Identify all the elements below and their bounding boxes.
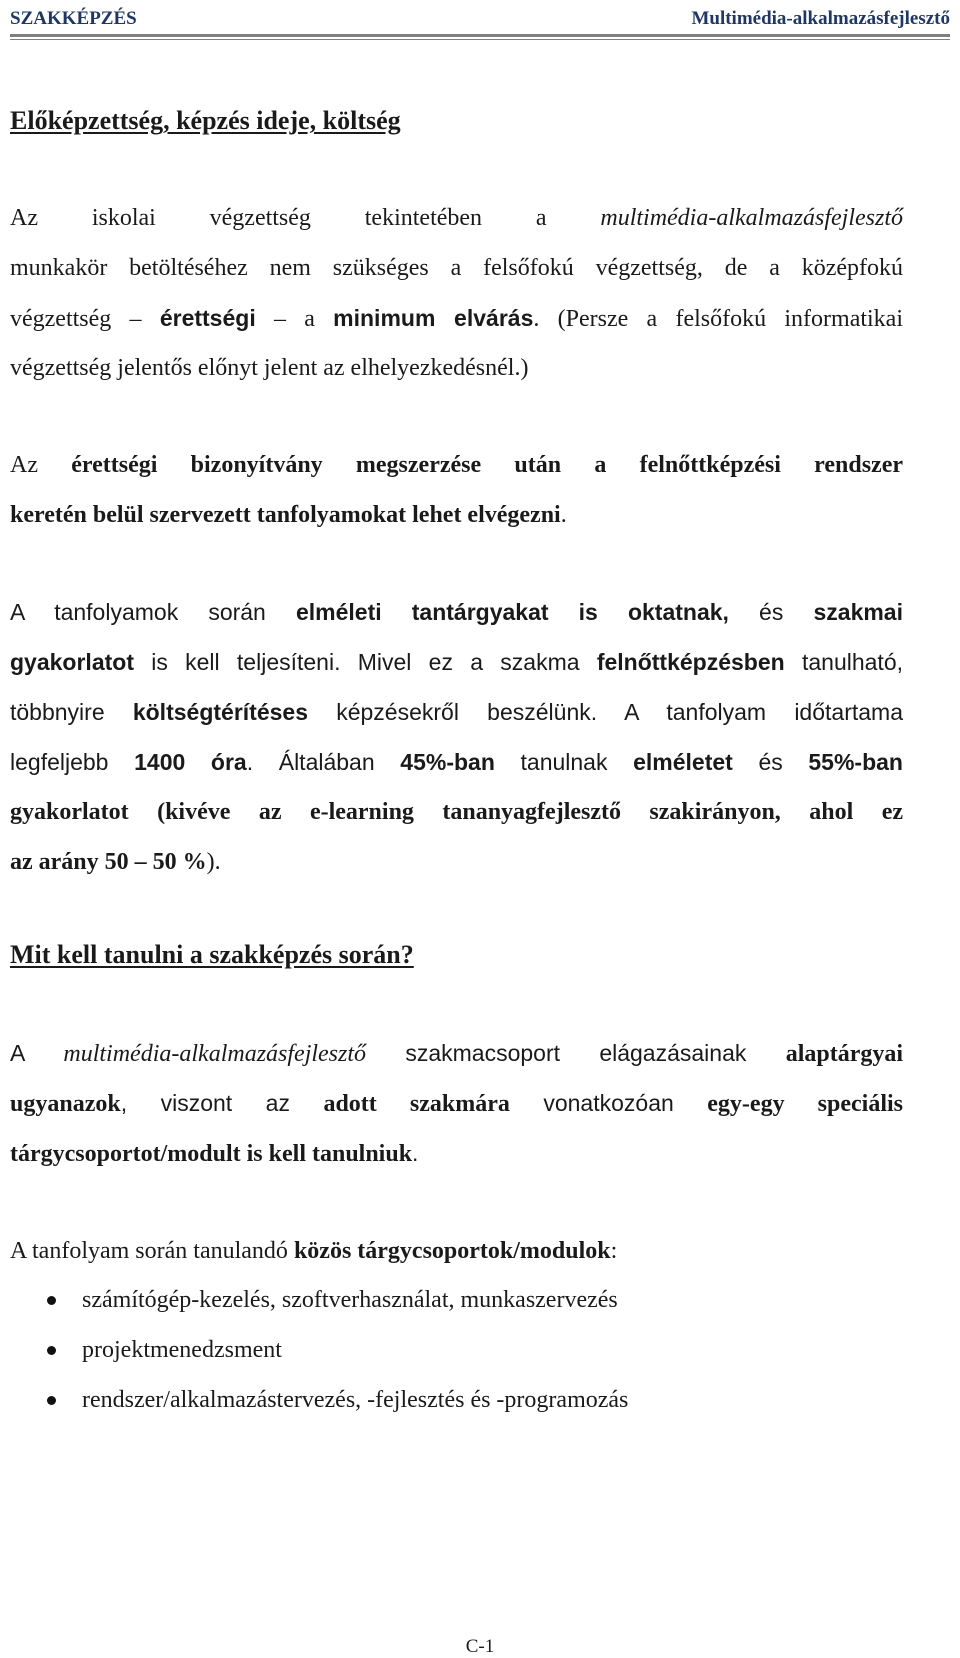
paragraph-line: keretén belül szervezett tanfolyamokat lehet elvégezni. — [10, 502, 567, 528]
bullet-icon — [47, 1346, 56, 1355]
page-number: C-1 — [465, 1636, 495, 1657]
paragraph-common-modules — [10, 1226, 903, 1276]
module-list — [0, 1275, 930, 1425]
header-rule — [10, 34, 950, 40]
paragraph-line: legfeljebb 1400 óra. Általában 45%-ban tanulnak elméletet és 55%-ban — [10, 749, 903, 775]
paragraph-line: A tanfolyamok során elméleti tantárgyakat is oktatnak, és szakmai — [10, 599, 903, 625]
paragraph-line: többnyire költségtérítéses képzésekről beszélünk. A tanfolyam időtartama — [10, 699, 903, 725]
list-item: számítógép-kezelés, szoftverhasználat, munkaszervezés — [0, 1275, 930, 1325]
paragraph-line: munkakör betöltéséhez nem szükséges a felsőfokú végzettség, de a középfokú — [10, 255, 903, 281]
header-left: SZAKKÉPZÉS — [10, 8, 137, 29]
paragraph-core-subjects — [10, 1028, 903, 1178]
paragraph-line: A tanfolyam során tanulandó közös tárgycsoportok/modulok: — [10, 1238, 618, 1264]
paragraph-line: az arány 50 – 50 %). — [10, 849, 221, 875]
list-item: projektmenedzsment — [0, 1325, 930, 1375]
page-header — [10, 0, 950, 30]
paragraph-line: ugyanazok, viszont az adott szakmára vonatkozóan egy-egy speciális — [10, 1090, 903, 1117]
header-right: Multimédia-alkalmazásfejlesztő — [691, 8, 950, 29]
paragraph-adult-education — [10, 440, 903, 540]
paragraph-line: A multimédia-alkalmazásfejlesztő szakmacsoport elágazásainak alaptárgyai — [10, 1040, 904, 1067]
paragraph-line: végzettség – érettségi – a minimum elvárás. (Persze a felsőfokú informatikai — [10, 305, 904, 332]
bullet-icon — [47, 1396, 56, 1405]
paragraph-line: Az iskolai végzettség tekintetében a multimédia-alkalmazásfejlesztő — [10, 205, 903, 231]
bullet-icon — [47, 1296, 56, 1305]
paragraph-line: gyakorlatot is kell teljesíteni. Mivel ez a szakma felnőttképzésben tanulható, — [10, 649, 904, 675]
paragraph-line: Az érettségi bizonyítvány megszerzése után a felnőttképzési rendszer — [10, 452, 903, 478]
paragraph-course-structure — [10, 587, 903, 887]
list-item: rendszer/alkalmazástervezés, -fejlesztés és -programozás — [0, 1375, 930, 1425]
paragraph-line: tárgycsoportot/modult is kell tanulniuk. — [10, 1140, 419, 1167]
paragraph-line: gyakorlatot (kivéve az e-learning tananyagfejlesztő szakirányon, ahol ez — [10, 799, 903, 825]
section-heading-curriculum: Mit kell tanulni a szakképzés során? — [10, 940, 414, 969]
paragraph-education — [10, 193, 903, 393]
paragraph-line: végzettség jelentős előnyt jelent az elhelyezkedésnél.) — [10, 355, 529, 381]
section-heading-prerequisites: Előképzettség, képzés ideje, költség — [10, 106, 401, 135]
